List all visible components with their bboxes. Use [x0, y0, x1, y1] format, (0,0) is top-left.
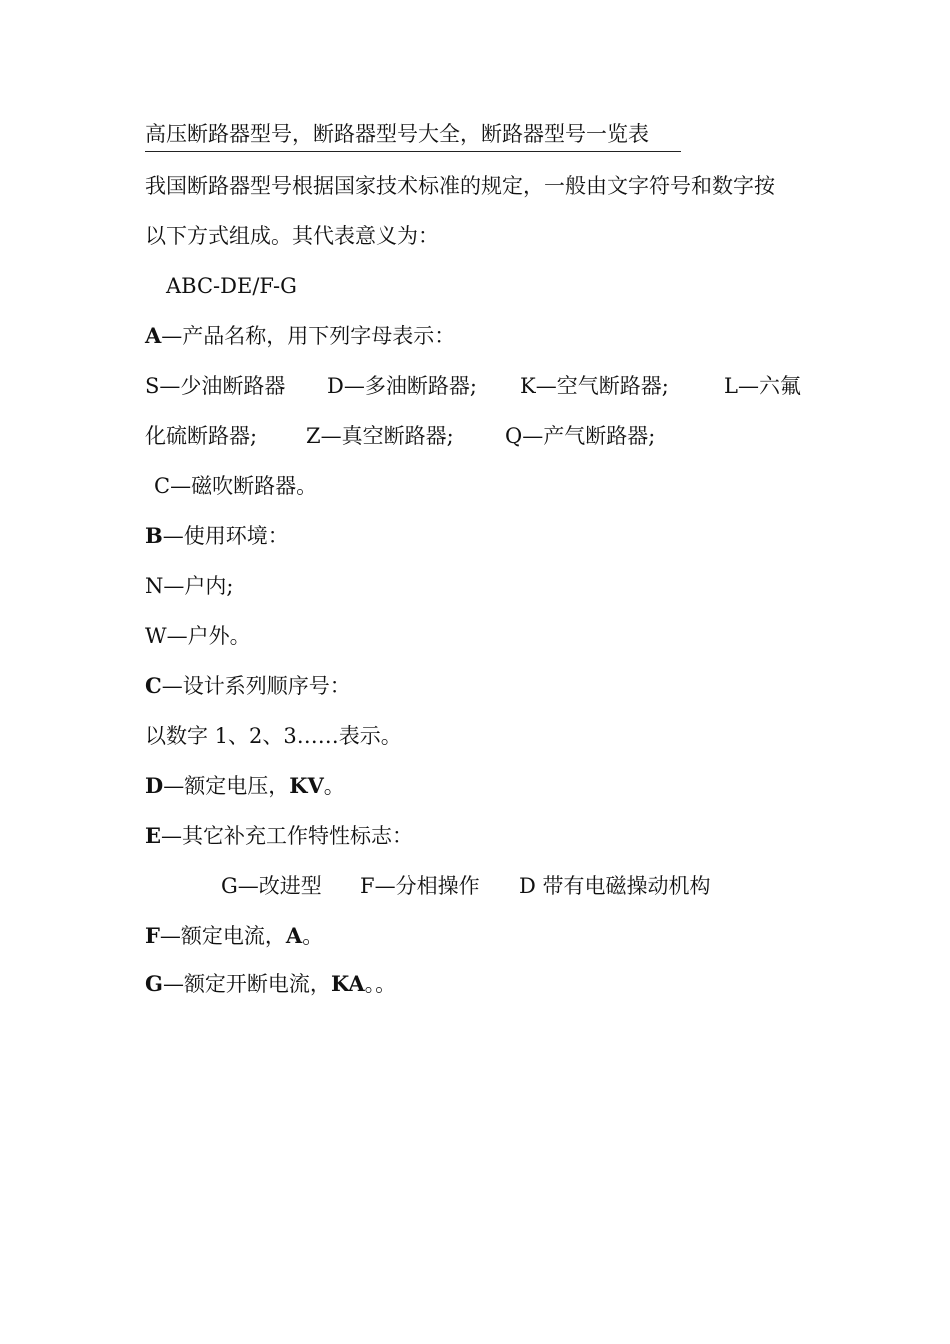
type-item-s: S—少油断路器: [145, 374, 286, 398]
section-b-letter: B: [145, 523, 163, 548]
section-d-letter: D: [145, 773, 164, 798]
type-item-z: Z—真空断路器;: [306, 424, 454, 448]
type-item-l: L—六氟: [724, 374, 801, 398]
section-f-desc: —额定电流，: [159, 924, 286, 948]
section-f-end: 。: [302, 924, 324, 948]
section-b-heading: [145, 522, 289, 550]
section-g-desc: —额定开断电流，: [162, 972, 331, 996]
intro-line-1: 我国断路器型号根据国家技术标准的规定，一般由文字符号和数字按: [145, 174, 775, 198]
type-item-c: C—磁吹断路器。: [154, 474, 318, 498]
type-item-k: K—空气断路器;: [520, 374, 669, 398]
section-a-letter: A: [145, 323, 162, 348]
type-item-q: Q—产气断路器;: [505, 424, 656, 448]
env-item-w: W—户外。: [145, 624, 251, 648]
type-item-d: D—多油断路器;: [327, 374, 477, 398]
section-e-letter: E: [145, 823, 162, 848]
section-d-heading: [145, 772, 345, 800]
section-c-note: 以数字 1、2、3……表示。: [145, 724, 402, 748]
feature-item-g: G—改进型: [221, 874, 322, 898]
section-c-heading: [145, 672, 351, 700]
document-title: 高压断路器型号，断路器型号大全，断路器型号一览表: [145, 120, 681, 152]
env-item-n: N—户内;: [145, 574, 234, 598]
section-g-unit: KA: [330, 971, 365, 996]
section-f-heading: [145, 922, 323, 950]
section-b-desc: —使用环境：: [162, 524, 289, 548]
model-formula: ABC-DE/F-G: [166, 274, 297, 298]
feature-item-d: D 带有电磁操动机构: [519, 874, 711, 898]
section-d-desc: —额定电压，: [163, 774, 290, 798]
section-g-letter: G: [145, 971, 163, 996]
section-f-unit: A: [285, 923, 303, 948]
section-d-end: 。: [323, 774, 345, 798]
section-a-desc: —产品名称，用下列字母表示：: [161, 324, 456, 348]
section-a-heading: [145, 322, 455, 350]
section-d-unit: KV: [289, 773, 324, 798]
section-e-heading: [145, 822, 413, 850]
section-e-desc: —其它补充工作特性标志：: [161, 824, 414, 848]
section-c-desc: —设计系列顺序号：: [161, 674, 351, 698]
type-item-l-cont: 化硫断路器;: [145, 424, 258, 448]
feature-item-f: F—分相操作: [360, 874, 480, 898]
section-f-letter: F: [145, 923, 160, 948]
section-c-letter: C: [145, 673, 162, 698]
section-g-heading: [145, 970, 396, 998]
intro-line-2: 以下方式组成。其代表意义为：: [145, 224, 439, 248]
section-g-end: 。。: [364, 972, 397, 996]
